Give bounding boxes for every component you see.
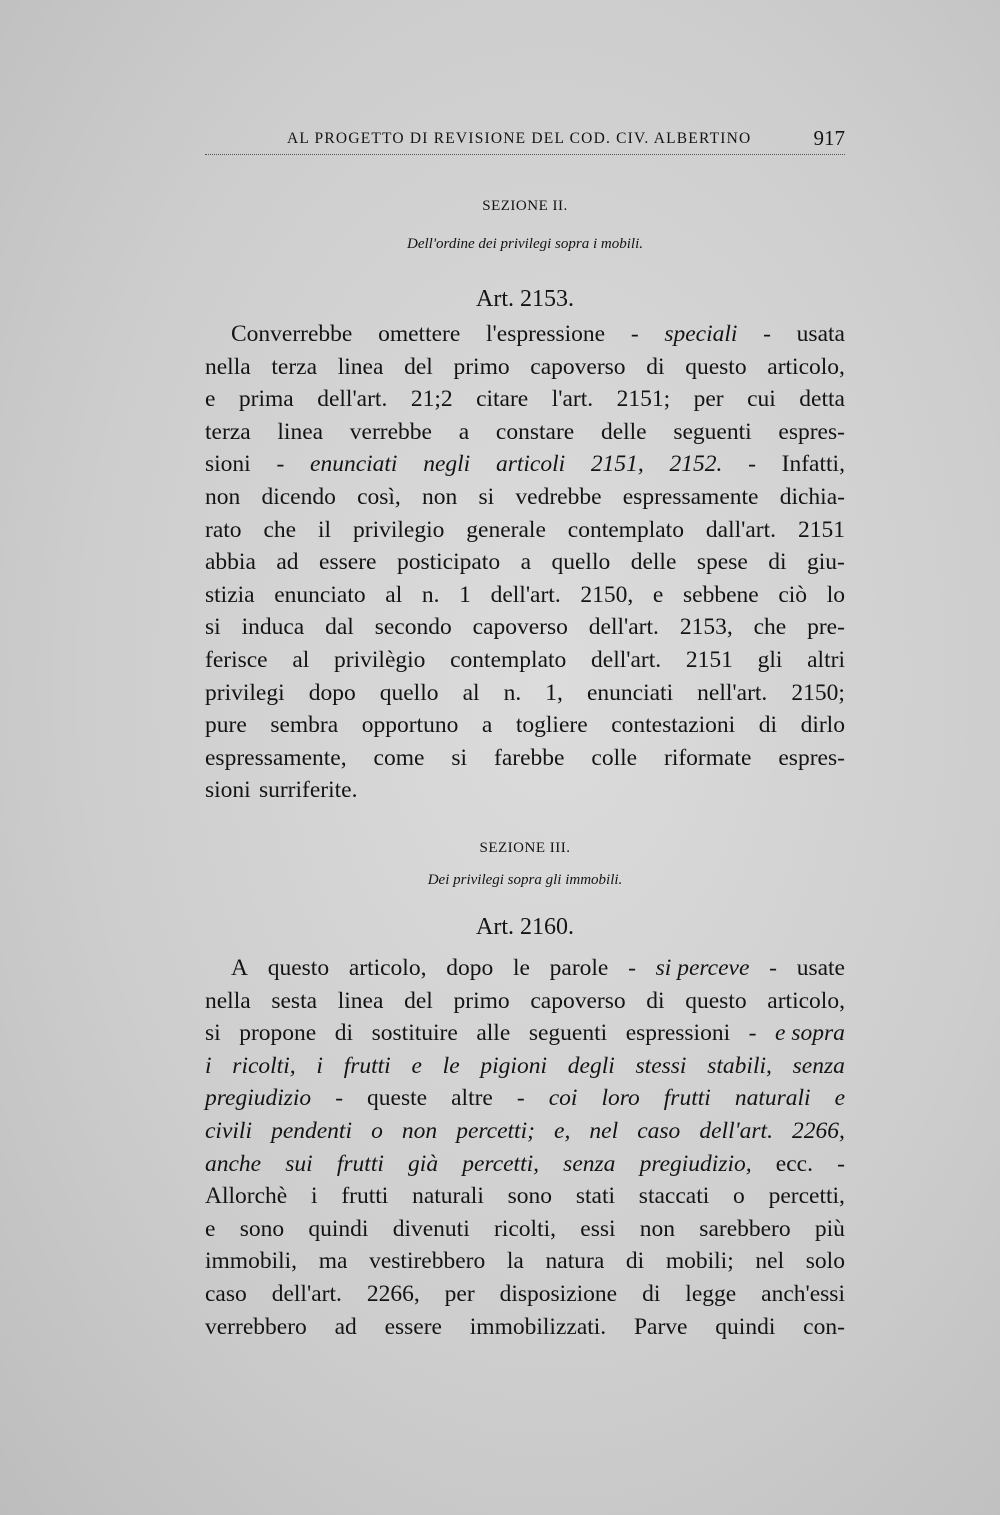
word: n. <box>503 679 522 706</box>
word: naturali <box>734 1085 811 1112</box>
word: speciali <box>664 321 738 347</box>
word: dopo <box>446 955 494 981</box>
word: altre <box>451 1085 493 1112</box>
word: dell'art. <box>317 386 388 413</box>
word: 2151, <box>590 451 644 478</box>
word: dall'art. <box>705 516 777 543</box>
word: ciò <box>778 581 808 608</box>
word: dicendo <box>261 483 336 510</box>
word: Parve <box>633 1313 688 1340</box>
word: omettere <box>378 321 461 347</box>
text-line <box>205 351 845 384</box>
word: e <box>205 386 216 413</box>
word: espres- <box>778 744 845 771</box>
word: solo <box>805 1248 845 1275</box>
word: seguenti <box>673 418 752 445</box>
word: sui <box>285 1150 313 1177</box>
word: delle <box>600 418 647 445</box>
word: linea <box>337 353 384 380</box>
word: che <box>263 516 297 543</box>
word: questo <box>267 955 330 981</box>
word: percetti, <box>768 1183 845 1210</box>
word: non <box>639 1215 676 1242</box>
text-line <box>205 481 845 514</box>
word: queste <box>367 1085 428 1112</box>
word: più <box>814 1215 845 1242</box>
word: vestirebbero <box>369 1248 486 1275</box>
word: frutti <box>343 1052 391 1079</box>
text-line <box>205 1245 845 1278</box>
word: n. <box>421 581 440 608</box>
word: usata <box>796 321 845 347</box>
word: a <box>458 418 470 445</box>
word: 2151 <box>685 646 733 673</box>
word: generale <box>466 516 546 543</box>
word: 21;2 <box>410 386 453 413</box>
word: 2150, <box>580 581 634 608</box>
word: contemplato <box>450 646 567 673</box>
word: e <box>411 1052 422 1079</box>
text-line <box>205 416 845 449</box>
word: propone <box>239 1020 317 1047</box>
word: pendenti <box>271 1117 352 1144</box>
text-line <box>205 952 845 985</box>
word: essere <box>384 1313 442 1340</box>
article-paragraph <box>205 318 845 807</box>
running-header <box>205 128 845 155</box>
article-heading: Art. 2153. <box>476 286 574 312</box>
word: ma <box>318 1248 348 1275</box>
word: ecc. <box>775 1150 813 1177</box>
word: farebbe <box>494 744 565 771</box>
word: delle <box>630 549 677 576</box>
word: linea <box>277 418 324 445</box>
text-line <box>205 774 845 807</box>
word: espres- <box>778 418 845 445</box>
word: stabili, <box>707 1052 772 1079</box>
word: degli <box>567 1052 615 1079</box>
word: capoverso <box>530 987 626 1014</box>
word: - <box>748 451 756 478</box>
word: 2151 <box>797 516 845 543</box>
word: espressamente, <box>205 744 347 771</box>
word: e <box>652 581 664 608</box>
word: giu- <box>807 549 845 576</box>
text-line <box>205 677 845 710</box>
word: divenuti <box>392 1215 470 1242</box>
word: di <box>768 549 787 576</box>
word: primo <box>453 987 510 1014</box>
word: e sopra <box>775 1020 845 1047</box>
word: l'espressione <box>486 321 606 347</box>
word: staccati <box>638 1183 710 1210</box>
word: e <box>834 1085 845 1112</box>
word: lo <box>826 581 845 608</box>
word: gli <box>757 646 783 673</box>
word: privilegio <box>353 516 445 543</box>
text-line <box>205 1213 845 1246</box>
text-line <box>205 448 845 481</box>
word: articolo, <box>767 987 845 1014</box>
word: si <box>451 744 468 771</box>
text-line <box>205 1148 845 1181</box>
text-line <box>205 318 845 351</box>
word: 1 <box>459 581 471 608</box>
text-line <box>205 709 845 742</box>
word: pigioni <box>480 1052 547 1079</box>
word: - <box>276 451 285 478</box>
word: 2153, <box>679 614 733 641</box>
word: senza <box>563 1150 616 1177</box>
word: dell'art. <box>591 646 662 673</box>
word: sioni <box>205 451 251 478</box>
word: si <box>205 1020 221 1047</box>
word: pure <box>205 712 247 739</box>
text-line <box>205 514 845 547</box>
word: sostituire <box>371 1020 458 1047</box>
word: - <box>837 1150 845 1177</box>
word: - <box>516 1085 525 1112</box>
word: 2151; <box>616 386 671 413</box>
word: colle <box>591 744 638 771</box>
word: si <box>478 483 495 510</box>
word: stizia <box>205 581 255 608</box>
word: - <box>769 955 777 981</box>
word: immobili, <box>205 1248 298 1275</box>
word: 2150; <box>791 679 845 706</box>
word: stessi <box>635 1052 687 1079</box>
word: la <box>506 1248 524 1275</box>
word: non <box>205 483 241 510</box>
word: si perceve <box>655 955 750 981</box>
word: - <box>335 1085 344 1112</box>
word: quindi <box>715 1313 776 1340</box>
word: nell'art. <box>697 679 768 706</box>
word: enunciati <box>586 679 674 706</box>
word: le <box>442 1052 460 1079</box>
text-line <box>205 985 845 1018</box>
word: frutti <box>341 1183 389 1210</box>
word: percetti; <box>456 1117 535 1144</box>
word: per <box>693 386 724 413</box>
word: mobili; <box>665 1248 734 1275</box>
word: alle <box>476 1020 511 1047</box>
word: riformate <box>664 744 752 771</box>
word: sono <box>239 1215 285 1242</box>
word: quindi <box>308 1215 369 1242</box>
word: di <box>642 1280 661 1307</box>
article-paragraph <box>205 952 845 1343</box>
word: terza <box>271 353 318 380</box>
word: sarebbero <box>699 1215 791 1242</box>
word: si <box>205 614 221 641</box>
word: che <box>753 614 787 641</box>
word: dell'art. <box>271 1280 342 1307</box>
word: anch'essi <box>761 1280 845 1307</box>
word: dirlo <box>800 712 845 739</box>
word: spese <box>696 549 748 576</box>
word: dell'art. <box>490 581 561 608</box>
text-line <box>205 1311 845 1344</box>
page-number: 917 <box>813 126 845 150</box>
word: sono <box>507 1183 553 1210</box>
word: frutti <box>336 1150 384 1177</box>
word: al <box>292 646 310 673</box>
text-line <box>205 1180 845 1213</box>
text-line <box>205 546 845 579</box>
word: 2266, <box>792 1117 845 1144</box>
word: caso <box>637 1117 681 1144</box>
section-heading: SEZIONE II. <box>482 198 568 214</box>
word: civili <box>205 1117 252 1144</box>
word: - <box>748 1020 757 1047</box>
word: e, <box>554 1117 571 1144</box>
word: nel <box>755 1248 785 1275</box>
word: negli <box>423 451 471 478</box>
word: naturali <box>412 1183 484 1210</box>
word: e <box>205 1215 216 1242</box>
word: seguenti <box>528 1020 608 1047</box>
word: con- <box>803 1313 845 1340</box>
word: enunciati <box>310 451 398 478</box>
section-subtitle: Dei privilegi sopra gli immobili. <box>427 872 623 888</box>
word: i <box>311 1183 318 1210</box>
word: immobilizzati. <box>469 1313 607 1340</box>
word: di <box>646 987 665 1014</box>
word: articoli <box>495 451 566 478</box>
word: 2152. <box>669 451 723 478</box>
word: espressioni <box>625 1020 731 1047</box>
word: posticipato <box>396 549 501 576</box>
text-line <box>205 611 845 644</box>
word: a <box>520 549 531 576</box>
word: del <box>404 987 433 1014</box>
word: usate <box>796 955 845 981</box>
word: ricolti, <box>232 1052 296 1079</box>
word: surriferite. <box>258 777 358 804</box>
text-line <box>205 579 845 612</box>
word: detta <box>799 386 845 413</box>
word: questo <box>685 987 747 1014</box>
word: non <box>401 1117 438 1144</box>
section-subtitle: Dell'ordine dei privilegi sopra i mobili. <box>407 236 643 252</box>
article-heading: Art. 2160. <box>476 914 574 940</box>
word: i <box>316 1052 323 1079</box>
word: percetti, <box>462 1150 540 1177</box>
word: privilegi <box>205 679 285 706</box>
word: di <box>625 1248 645 1275</box>
word: dell'art. <box>699 1117 773 1144</box>
word: capoverso <box>530 353 626 380</box>
word: pregiudizio <box>205 1085 312 1112</box>
word: secondo <box>374 614 452 641</box>
word: per <box>444 1280 475 1307</box>
word: 1, <box>545 679 563 706</box>
word: togliere <box>515 712 588 739</box>
word: legge <box>685 1280 737 1307</box>
word: o <box>733 1183 745 1210</box>
word: primo <box>453 353 510 380</box>
word: articolo, <box>767 353 845 380</box>
word: articolo, <box>348 955 427 981</box>
word: dopo <box>308 679 356 706</box>
text-line <box>205 1050 845 1083</box>
word: nella <box>205 353 251 380</box>
text-line <box>205 1278 845 1311</box>
word: di <box>646 353 665 380</box>
word: loro <box>601 1085 640 1112</box>
word: espressamente <box>622 483 759 510</box>
running-title: AL PROGETTO DI REVISIONE DEL COD. CIV. ALBERTINO <box>287 130 752 147</box>
word: pre- <box>807 614 845 641</box>
word: - <box>630 321 639 347</box>
word: Allorchè <box>205 1183 288 1210</box>
word: 2266, <box>366 1280 420 1307</box>
word: quello <box>551 549 611 576</box>
word: - <box>763 321 771 347</box>
word: ferisce <box>205 646 268 673</box>
word: abbia <box>205 549 256 576</box>
word: Converrebbe <box>231 321 353 347</box>
word: parole <box>549 955 609 981</box>
word: o <box>371 1117 383 1144</box>
word: opportuno <box>361 712 459 739</box>
word: così, <box>357 483 401 510</box>
word: stati <box>575 1183 616 1210</box>
word: nella <box>205 987 251 1014</box>
word: constare <box>495 418 575 445</box>
word: anche <box>205 1150 262 1177</box>
word: contestazioni <box>611 712 736 739</box>
word: natura <box>545 1248 605 1275</box>
word: cui <box>747 386 776 413</box>
word: questo <box>685 353 747 380</box>
word: come <box>373 744 425 771</box>
text-line <box>205 742 845 775</box>
word: - <box>628 955 636 981</box>
word: dell'art. <box>588 614 659 641</box>
word: terza <box>205 418 251 445</box>
word: privilègio <box>334 646 426 673</box>
word: sioni <box>205 777 251 804</box>
word: essi <box>580 1215 616 1242</box>
word: enunciato <box>274 581 366 608</box>
word: pregiudizio, <box>639 1150 752 1177</box>
word: capoverso <box>472 614 568 641</box>
word: ad <box>334 1313 357 1340</box>
text-line <box>205 1017 845 1050</box>
word: frutti <box>663 1085 711 1112</box>
text-line <box>205 1115 845 1148</box>
word: dichia- <box>779 483 845 510</box>
word: a <box>481 712 493 739</box>
word: disposizione <box>499 1280 618 1307</box>
word: dal <box>325 614 354 641</box>
word: i <box>205 1052 212 1079</box>
text-line <box>205 1082 845 1115</box>
word: del <box>404 353 433 380</box>
word: A <box>231 955 248 981</box>
word: coi <box>548 1085 578 1112</box>
word: essere <box>319 549 377 576</box>
word: il <box>318 516 332 543</box>
word: citare <box>476 386 529 413</box>
word: sembra <box>270 712 339 739</box>
word: altri <box>807 646 845 673</box>
word: caso <box>205 1280 247 1307</box>
word: non <box>422 483 458 510</box>
text-line <box>205 383 845 416</box>
word: induca <box>241 614 305 641</box>
word: sebbene <box>683 581 759 608</box>
word: vedrebbe <box>515 483 602 510</box>
word: verrebbero <box>205 1313 307 1340</box>
word: al <box>462 679 480 706</box>
word: verrebbe <box>349 418 432 445</box>
word: di <box>758 712 778 739</box>
word: nel <box>589 1117 619 1144</box>
word: sesta <box>271 987 318 1014</box>
word: rato <box>205 516 242 543</box>
word: ad <box>276 549 299 576</box>
word: Infatti, <box>781 451 845 478</box>
word: al <box>385 581 403 608</box>
word: contemplato <box>567 516 684 543</box>
word: già <box>408 1150 439 1177</box>
text-line <box>205 644 845 677</box>
section-heading: SEZIONE III. <box>479 840 571 856</box>
word: senza <box>792 1052 845 1079</box>
word: l'art. <box>551 386 594 413</box>
word: ricolti, <box>494 1215 556 1242</box>
word: quello <box>379 679 439 706</box>
word: le <box>512 955 530 981</box>
word: prima <box>238 386 294 413</box>
word: linea <box>337 987 384 1014</box>
word: di <box>334 1020 354 1047</box>
